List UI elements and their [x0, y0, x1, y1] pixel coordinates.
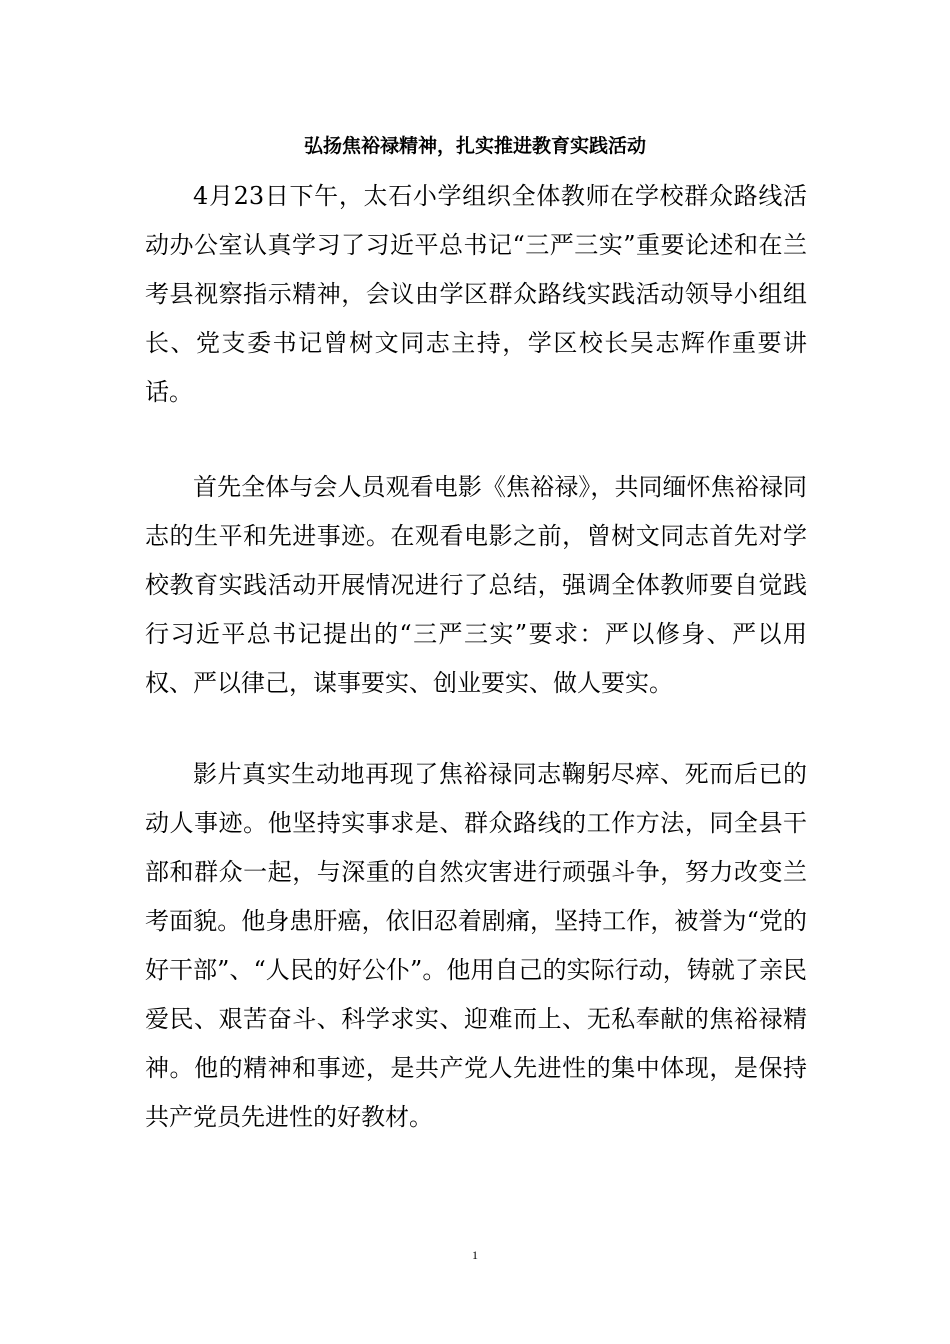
paragraph-film-content: 影片真实生动地再现了焦裕禄同志鞠躬尽瘁、死而后已的动人事迹。他坚持实事求是、群众路线的工作方法，同全县干部和群众一起，与深重的自然灾害进行顽强斗争，努力改变兰考面貌。他身患肝癌，依旧忍着剧痛，坚持工作，被誉为“党的好干部”、“人民的好公仆”。他用自己的实际行动，铸就了亲民爱民、艰苦奋斗、科学求实、迎难而上、无私奉献的焦裕禄精神。他的精神和事迹，是共产党人先进性的集中体现，是保持共产党员先进性的好教材。 [145, 760, 807, 1131]
paragraph-meeting-summary: 4月23日下午，太石小学组织全体教师在学校群众路线活动办公室认真学习了习近平总书记“三严三实”重要论述和在兰考县视察指示精神，会议由学区群众路线实践活动领导小组组长、党支委书记曾树文同志主持，学区校长吴志辉作重要讲话。 [145, 182, 807, 406]
page-number: 1 [472, 1248, 478, 1262]
document-title: 弘扬焦裕禄精神，扎实推进教育实践活动 [303, 135, 646, 157]
paragraph-film-viewing: 首先全体与会人员观看电影《焦裕禄》，共同缅怀焦裕禄同志的生平和先进事迹。在观看电影之前，曾树文同志首先对学校教育实践活动开展情况进行了总结，强调全体教师要自觉践行习近平总书记提出的“三严三实”要求：严以修身、严以用权、严以律己，谋事要实、创业要实、做人要实。 [145, 473, 807, 697]
